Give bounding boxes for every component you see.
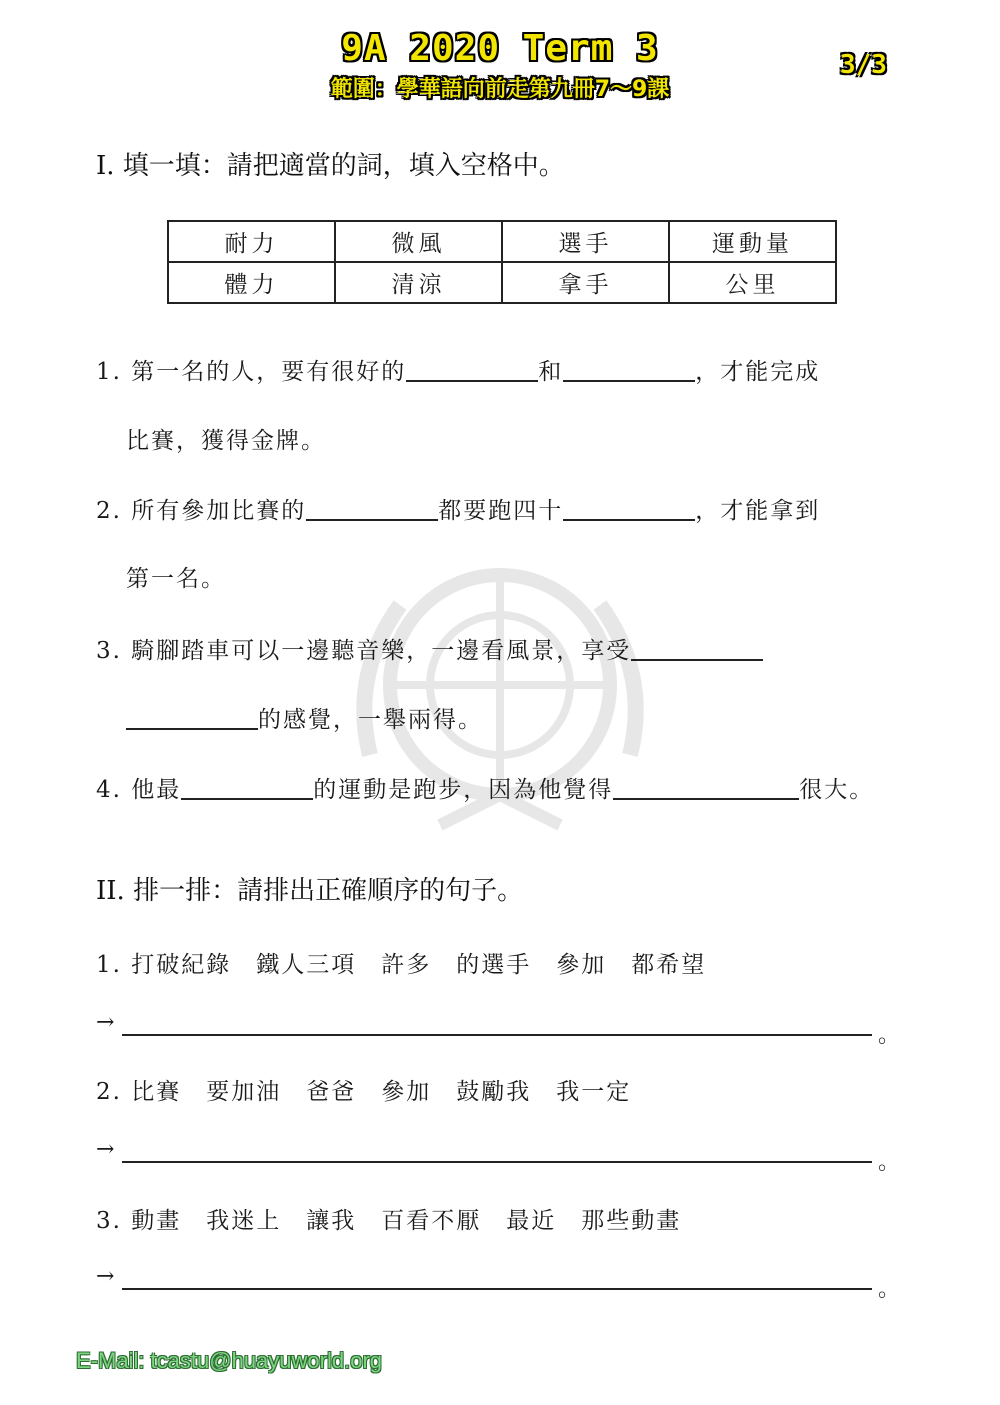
arrow-icon: →: [96, 1010, 115, 1035]
answer-blank[interactable]: [563, 358, 695, 382]
question-text: 和: [538, 359, 564, 385]
worksheet-scope: 範圍：學華語向前走第九冊7～9課: [330, 77, 670, 102]
word-cell: 拿手: [502, 262, 669, 303]
answer-blank[interactable]: [406, 358, 538, 382]
question-text: 的感覺，一舉兩得。: [258, 707, 483, 733]
word-cell: 運動量: [669, 221, 836, 262]
word-cell: 體力: [168, 262, 335, 303]
question-2: [96, 492, 820, 525]
question-text: 3. 騎腳踏車可以一邊聽音樂，一邊看風景，享受: [96, 638, 632, 664]
reorder-item-1: 1. 打破紀錄 鐵人三項 許多 的選手 參加 都希望: [96, 952, 707, 978]
answer-blank[interactable]: [306, 497, 438, 521]
word-bank-table: [167, 220, 837, 304]
period-mark: 。: [878, 1277, 901, 1302]
question-text: 都要跑四十: [438, 498, 564, 524]
word-cell: 耐力: [168, 221, 335, 262]
word-cell: 微風: [335, 221, 502, 262]
question-text: 2. 所有參加比賽的: [96, 498, 307, 524]
question-text: ，才能完成: [695, 359, 821, 385]
period-mark: 。: [878, 1150, 901, 1175]
question-text: 4. 他最: [96, 777, 182, 803]
answer-line[interactable]: [122, 1161, 872, 1163]
word-cell: 清涼: [335, 262, 502, 303]
page-number: 3/3: [840, 50, 887, 80]
period-mark: 。: [878, 1023, 901, 1048]
answer-blank[interactable]: [181, 776, 313, 800]
section-1-heading: I. 填一填：請把適當的詞，填入空格中。: [96, 151, 565, 181]
reorder-item-3: 3. 動畫 我迷上 讓我 百看不厭 最近 那些動畫: [96, 1208, 682, 1234]
reorder-item-2: 2. 比賽 要加油 爸爸 參加 鼓勵我 我一定: [96, 1079, 632, 1105]
word-cell: 公里: [669, 262, 836, 303]
question-1: [96, 353, 820, 386]
question-text: ，才能拿到: [695, 498, 821, 524]
answer-blank[interactable]: [563, 497, 695, 521]
question-4: [96, 771, 874, 804]
question-3: [96, 632, 763, 665]
answer-line[interactable]: [122, 1034, 872, 1036]
section-2-heading: II. 排一排：請排出正確順序的句子。: [96, 876, 524, 906]
question-2-cont: 第一名。: [126, 566, 226, 592]
question-text: 1. 第一名的人，要有很好的: [96, 359, 407, 385]
question-3-cont: [126, 701, 483, 734]
answer-blank[interactable]: [631, 637, 763, 661]
worksheet-title: 9A 2020 Term 3: [341, 28, 659, 69]
arrow-icon: →: [96, 1137, 115, 1162]
question-text: 的運動是跑步，因為他覺得: [313, 777, 614, 803]
answer-blank[interactable]: [126, 706, 258, 730]
question-text: 很大。: [799, 777, 875, 803]
footer-email[interactable]: E-Mail: tcastu@huayuworld.org: [76, 1348, 383, 1373]
word-cell: 選手: [502, 221, 669, 262]
answer-line[interactable]: [122, 1288, 872, 1290]
arrow-icon: →: [96, 1264, 115, 1289]
question-1-cont: 比賽，獲得金牌。: [126, 428, 326, 454]
answer-blank[interactable]: [613, 776, 799, 800]
